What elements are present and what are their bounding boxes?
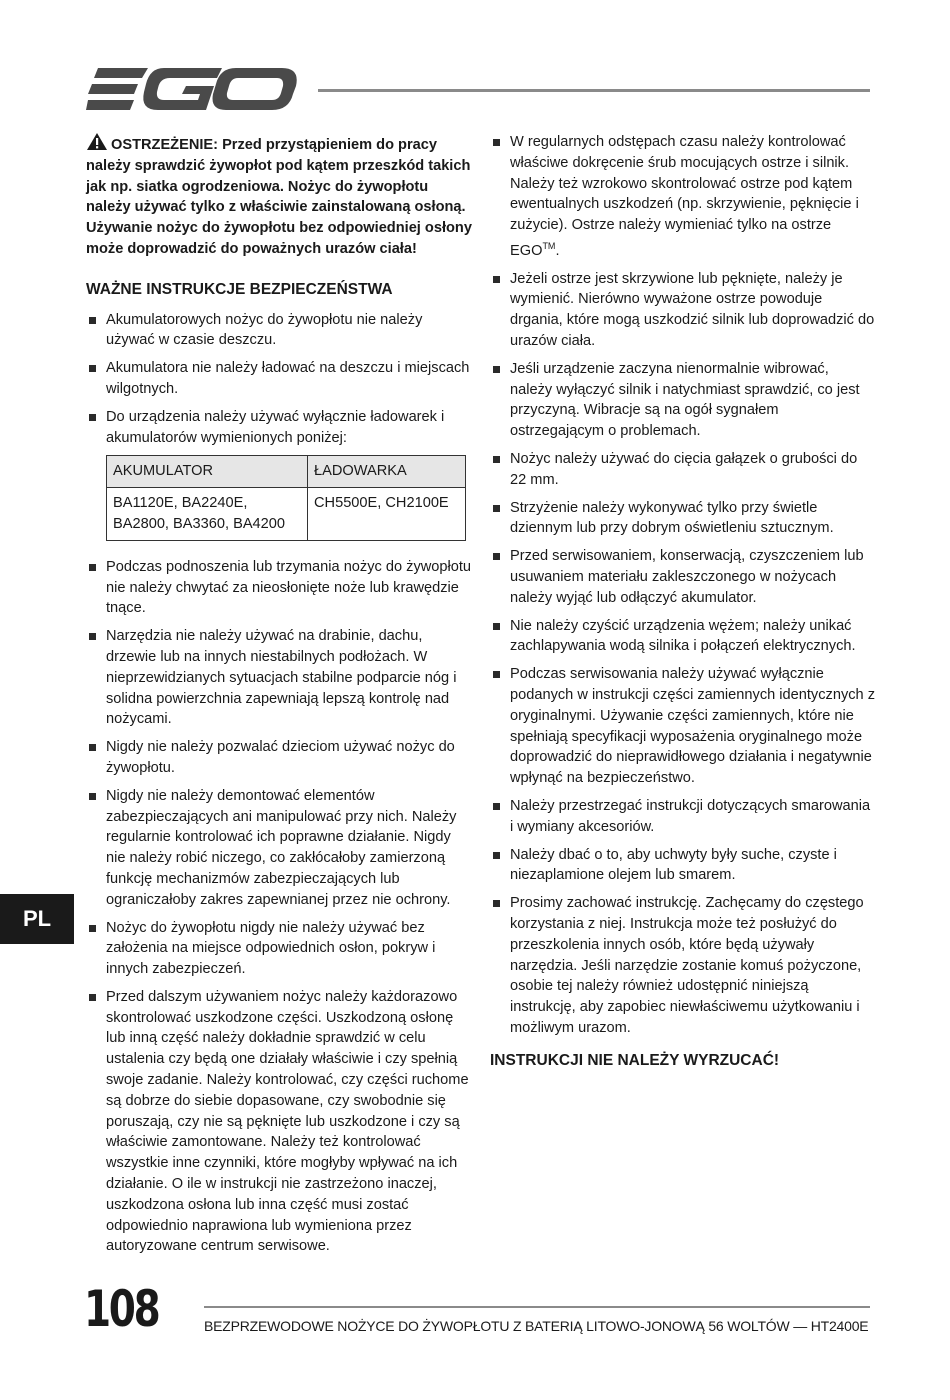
header-rule — [318, 89, 870, 92]
trademark-mark: TM — [542, 240, 556, 251]
list-item: Nigdy nie należy pozwalać dzieciom używać nożyc do żywopłotu. — [86, 737, 472, 779]
language-tab: PL — [0, 894, 74, 944]
table-header-battery: AKUMULATOR — [107, 456, 308, 488]
warning-text: OSTRZEŻENIE: Przed przystąpieniem do pracy należy sprawdzić żywopłot pod kątem przeszkód takich jak np. siatka ogrodzeniowa. Nożyc do żywopłotu należy używać tylko z właściwie zainstalowaną osłoną. Używanie nożyc do żywopłotu bez odpowiedniej osłony może doprowadzić do poważnych urazów ciała! — [86, 137, 472, 257]
compatibility-table — [106, 455, 466, 540]
list-item: Należy dbać o to, aby uchwyty były suche, czyste i niezaplamione olejem lub smarem. — [490, 845, 875, 887]
table-row — [107, 488, 466, 541]
left-column — [86, 132, 472, 1264]
list-item — [490, 132, 875, 262]
table-header-charger: ŁADOWARKA — [308, 456, 466, 488]
section-heading: WAŻNE INSTRUKCJE BEZPIECZEŃSTWA — [86, 280, 393, 298]
list-item: Podczas podnoszenia lub trzymania nożyc do żywopłotu nie należy chwytać za nieosłonięte noże lub krawędzie tnące. — [86, 557, 472, 619]
list-item: Nie należy czyścić urządzenia wężem; należy unikać zachlapywania wodą silnika i połączeń elektrycznych. — [490, 616, 875, 658]
list-item: Do urządzenia należy używać wyłącznie ładowarek i akumulatorów wymienionych poniżej: — [86, 407, 472, 449]
table-cell-batteries: BA1120E, BA2240E, BA2800, BA3360, BA4200 — [107, 488, 308, 541]
list-item: Nożyc należy używać do cięcia gałązek o grubości do 22 mm. — [490, 449, 875, 491]
list-item: Narzędzia nie należy używać na drabinie, dachu, drzewie lub na innych niestabilnych podłożach. W nieprzewidzianych sytuacjach stabilne podparcie nóg i solidna powierzchnia zapewniają lepszą kontrolę nad nożycami. — [86, 626, 472, 730]
list-item: Prosimy zachować instrukcję. Zachęcamy do częstego korzystania z niej. Instrukcja może też posłużyć do przeszkolenia innych osób, które będą używały narzędzia. Jeśli narzędzie zostanie komuś pożyczone, osobie tej należy również udostępnić niniejszą instrukcję, aby zapobiec niewłaściwemu użytkowaniu i możliwym urazom. — [490, 893, 875, 1039]
list-item-text: W regularnych odstępach czasu należy kontrolować właściwe dokręcenie śrub mocujących ostrze i silnik. Należy też wzrokowo skontrolować ostrze pod kątem ewentualnych uszkodzeń (np. skrzywienie, pęknięcie i zużycie). Ostrze należy wymieniać tylko na ostrze EGO — [510, 134, 859, 259]
bullet-list-top — [86, 310, 472, 449]
list-item: Przed dalszym używaniem nożyc należy każdorazowo skontrolować uszkodzone części. Uszkodzoną osłonę lub inną część należy dokładnie sprawdzić w celu ustalenia czy będą one działały właściwie i czy spełnią swoje zadanie. Należy kontrolować, czy części ruchome są dobrze do siebie dopasowane, czy swobodnie się poruszają, czy nie są pęknięte lub uszkodzone i czy są właściwie zamontowane. Należy też kontrolować wszystkie inne czynniki, które mogłyby wpływać na ich działanie. O ile w instrukcji nie zastrzeżono inaczej, uszkodzona osłona lub inna część musi zostać odpowiednio naprawiona lub wymieniona przez autoryzowane centrum serwisowe. — [86, 987, 472, 1257]
list-item: Akumulatora nie należy ładować na deszczu i miejscach wilgotnych. — [86, 358, 472, 400]
bullet-list-bottom — [86, 557, 472, 1258]
bullet-list-right — [490, 132, 875, 1039]
warning-paragraph — [86, 132, 472, 260]
final-notice: INSTRUKCJI NIE NALEŻY WYRZUCAĆ! — [490, 1051, 780, 1069]
page-number: 108 — [84, 1280, 159, 1338]
list-item: Jeśli urządzenie zaczyna nienormalnie wibrować, należy wyłączyć silnik i natychmiast sprawdzić, co jest przyczyną. Wibracje są na ogół sygnałem ostrzegającym o problemach. — [490, 359, 875, 442]
list-item: Jeżeli ostrze jest skrzywione lub pęknięte, należy je wymienić. Nierówno wyważone ostrze powoduje drgania, które mogą uszkodzić silnik lub doprowadzić do urazów ciała. — [490, 269, 875, 352]
list-item: Strzyżenie należy wykonywać tylko przy świetle dziennym lub przy dobrym oświetleniu sztucznym. — [490, 498, 875, 540]
list-item: Nożyc do żywopłotu nigdy nie należy używać bez założenia na miejsce odpowiednich osłon, pokryw i innych zabezpieczeń. — [86, 918, 472, 980]
list-item: Podczas serwisowania należy używać wyłącznie podanych w instrukcji części zamiennych identycznych z oryginalnymi. Używanie części zamiennych, które nie spełniają specyfikacji wyposażenia oryginalnego może doprowadzić do nieprawidłowego działania i negatywnie wpłynąć na bezpieczeństwo. — [490, 664, 875, 789]
ego-logo — [86, 64, 300, 114]
footer-title: BEZPRZEWODOWE NOŻYCE DO ŻYWOPŁOTU Z BATERIĄ LITOWO-JONOWĄ 56 WOLTÓW — HT2400E — [204, 1318, 869, 1334]
list-item: Należy przestrzegać instrukcji dotyczących smarowania i wymiany akcesoriów. — [490, 796, 875, 838]
table-header-row — [107, 456, 466, 488]
warning-icon — [86, 132, 108, 151]
list-item: Akumulatorowych nożyc do żywopłotu nie należy używać w czasie deszczu. — [86, 310, 472, 352]
list-item-end: . — [555, 242, 560, 259]
table-cell-chargers: CH5500E, CH2100E — [308, 488, 466, 541]
list-item: Przed serwisowaniem, konserwacją, czyszczeniem lub usuwaniem materiału zakleszczonego w nożycach należy wyjąć lub odłączyć akumulator. — [490, 546, 875, 608]
footer-rule — [204, 1306, 870, 1308]
list-item: Nigdy nie należy demontować elementów zabezpieczających ani manipulować przy nich. Należy regularnie kontrolować ich poprawne działanie. Nigdy nie należy robić niczego, co zakłócałoby zamierzoną funkcję mechanizmów zabezpieczających lub ograniczałoby zakres zapewnianej przez nie ochrony. — [86, 786, 472, 911]
right-column — [490, 132, 875, 1087]
